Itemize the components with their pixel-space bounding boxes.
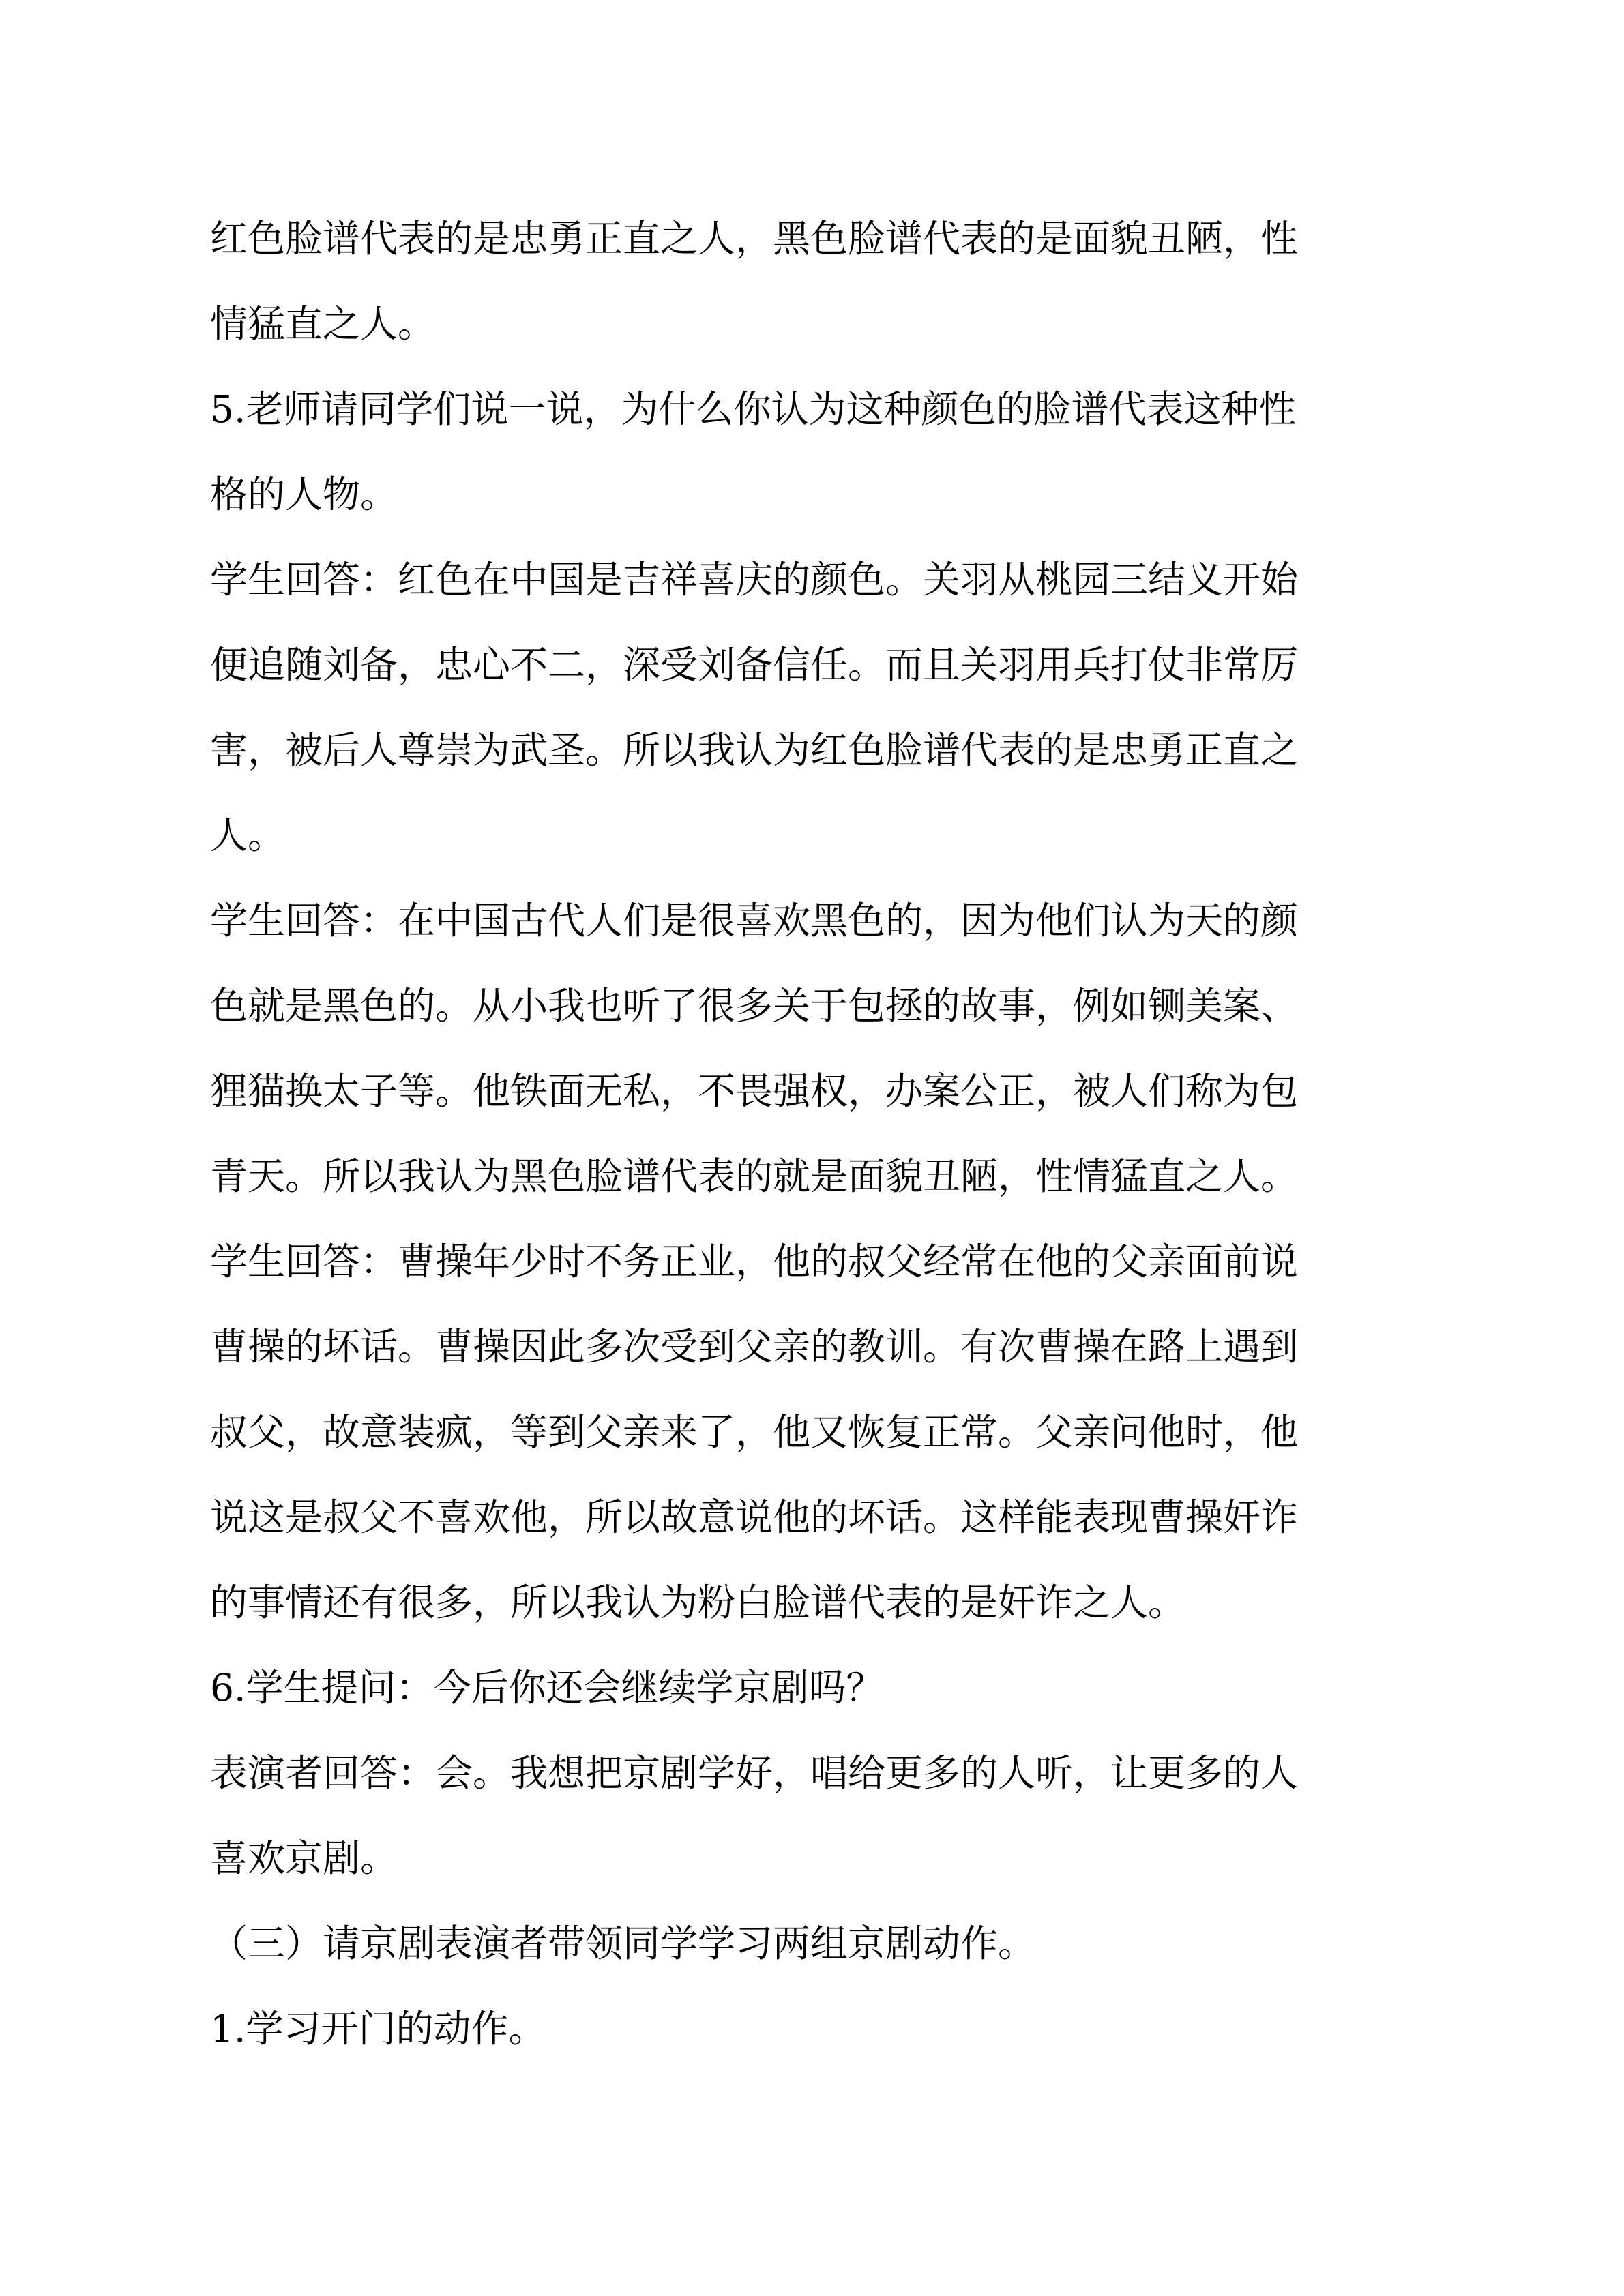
text-line: 6.学生提问：今后你还会继续学京剧吗？ [210,1666,884,1710]
paragraph [210,1901,1370,1986]
text-line: 青天。所以我认为黑色脸谱代表的就是面貌丑陋，性情猛直之人。 [210,1154,1299,1198]
text-line: 学生回答：曹操年少时不务正业，他的叔父经常在他的父亲面前说 [210,1240,1299,1283]
text-line: 的事情还有很多，所以我认为粉白脸谱代表的是奸诈之人。 [210,1581,1186,1624]
paragraph [210,537,1370,878]
text-line: 喜欢京剧。 [210,1836,398,1880]
text-line: 1.学习开门的动作。 [210,2007,546,2051]
text-line: 便追随刘备，忠心不二，深受刘备信任。而且关羽用兵打仗非常厉 [210,643,1299,687]
text-line: 说这是叔父不喜欢他，所以故意说他的坏话。这样能表现曹操奸诈 [210,1495,1299,1539]
document-text [210,196,1370,2072]
text-line: 学生回答：在中国古代人们是很喜欢黑色的，因为他们认为天的颜 [210,899,1299,942]
paragraph [210,878,1370,1219]
text-line: 害，被后人尊崇为武圣。所以我认为红色脸谱代表的是忠勇正直之 [210,728,1299,772]
text-line: 红色脸谱代表的是忠勇正直之人，黑色脸谱代表的是面貌丑陋，性 [210,217,1299,260]
paragraph [210,1645,1370,1731]
text-line: 表演者回答：会。我想把京剧学好，唱给更多的人听，让更多的人 [210,1751,1299,1795]
text-line: 狸猫换太子等。他铁面无私，不畏强权，办案公正，被人们称为包 [210,1069,1299,1113]
paragraph [210,196,1370,367]
paragraph [210,1731,1370,1901]
text-line: 色就是黑色的。从小我也听了很多关于包拯的故事，例如铡美案、 [210,984,1299,1028]
text-line: 人。 [210,814,286,857]
paragraph [210,367,1370,537]
paragraph [210,1986,1370,2072]
text-line: 曹操的坏话。曹操因此多次受到父亲的教训。有次曹操在路上遇到 [210,1325,1299,1369]
text-line: 叔父，故意装疯，等到父亲来了，他又恢复正常。父亲问他时，他 [210,1410,1299,1454]
paragraph [210,1219,1370,1645]
text-line: （三）请京剧表演者带领同学学习两组京剧动作。 [210,1922,1036,1965]
text-line: 学生回答：红色在中国是吉祥喜庆的颜色。关羽从桃园三结义开始 [210,558,1299,601]
text-line: 情猛直之人。 [210,302,436,346]
text-line: 5.老师请同学们说一说，为什么你认为这种颜色的脸谱代表这种性 [210,387,1297,431]
text-line: 格的人物。 [210,473,398,516]
